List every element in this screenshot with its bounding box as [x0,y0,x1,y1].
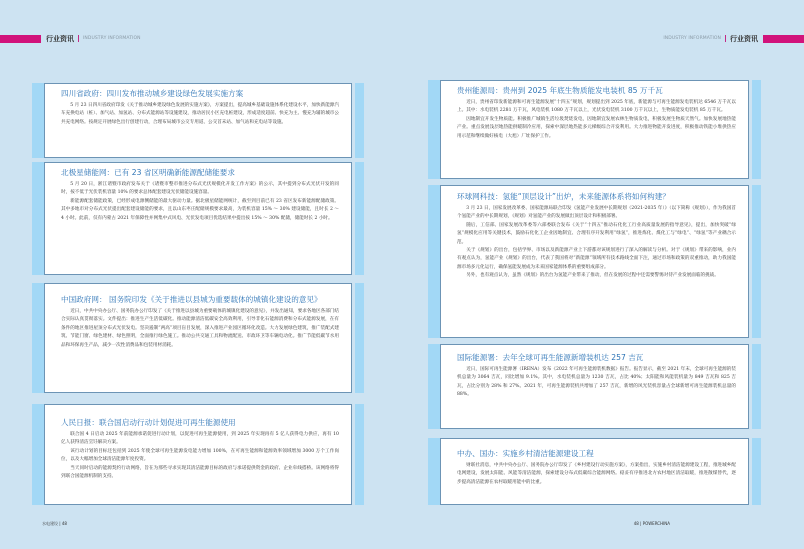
card-strip-left [428,185,440,338]
news-card-box [44,83,352,158]
page-header-right [659,34,804,43]
page-footer-right: 48 | POWERCHINA [633,521,670,526]
news-paragraph: 随后，工信部、国家发展改革委等六部委联合发布《关于“十四五”推动石化化工行业高质量发展的指导意见》，提出，加快突破“绿氢”规模化应用等关键技术，鼓励石化化工企业因地制宜、合理有序开发利用“绿氢”，推进炼化、煤化工与“绿电”、“绿氢”等产业耦合示范。 [457,222,736,245]
news-card [32,162,364,275]
news-card-box [440,185,749,338]
news-card-box [44,404,352,505]
news-paragraph: 因地制宜开发生物质能。积极推广城镇生活垃圾焚烧发电，因地制宜发展农林生物质发电，积极发展生物质天然气。加快发展地热能产业。重点发展浅层地热能供暖制冷应用，探索中深层地热能多元梯级综合开发利用。大力推进物能开发进度，积极推动铁能小堆供热应用示范和继续做好核电（大旭）厂址保护工作。 [457,116,736,139]
news-card-box [440,438,749,505]
news-paragraph: 新能源配套储能政策，已经形成电源侧储能的最大驱动力量。据北极星储能网统计，截至到目前已有 23 省区发布新能源配储政策。其中多地市对分布式光伏提出配套建设储能的要求，且以山东枣庄配储规模要求最高，为装机容量 15% ～ 30% 建设储能，且时长 2 ～ 4 小时。此前，仅有内蒙古 2021 年保障性并网集中式风电、光伏发电项目优选结果中提出按 15% ～ 30% 配储，储能时长 2 小时。 [61,198,339,221]
card-strip-left [32,404,44,505]
news-paragraph: 近日，贵州省印发新能源和可再生能源发展“十四五”规划，规划提出到 2025 年底，新能源与可再生能源发电装机达 6546 万千瓦以上。其中：水电装机 2281 万千瓦，风电装机 1080 万千瓦以上，光伏发电装机 3100 万千瓦以上，生物质能发电装机 85 万千瓦。 [457,100,736,114]
card-strip-left [32,283,44,393]
card-strip-left [32,162,44,275]
card-strip-right [752,185,761,338]
card-strip-left [428,344,440,429]
news-paragraph: 当天同时启动的能源契约行动网络，旨在为那些寻求实现其清洁能源目标的政府与承诺提供资金的政府、企业牵线搭桥。该网络将得到联合国能源机制的支持。 [61,465,339,480]
news-card [32,83,364,158]
section-title-cn: 行业资讯 [730,34,758,43]
news-card-box [440,80,749,179]
card-strip-left [32,83,44,158]
card-strip-right [355,283,364,393]
news-paragraph: 5 月 23 日四川省政府印发《关于推动城乡建设绿色发展的实施方案》，方案提出，提高城乡基础设施体系化建设水平，加快新能源汽车充换电站（桩）、加气站、加氢站、分布式能源站等设施建设，推动居民小区充电桩建设，形成适度超前、快充为主、慢充为辅的城市公共充电网络。按规定开展绿色出行创建行动，合理布局城市公交专用道、公交首末站、加气站和充电站等设施。 [61,103,339,125]
page-header-left [0,34,145,43]
news-title: 四川省政府：四川发布推动城乡建设绿色发展实施方案 [61,89,244,98]
card-strip-right [355,162,364,275]
news-paragraph: 3 月 23 日，国家发展改革委、国家能源局联合印发《氢能产业发展中长期规划（2021-2035 年）》（以下简称《规划》），作为我国首个氢能产业的中长期规划，《规划》对氢能产业的发展做出顶层设计和积极部署。 [457,206,736,220]
news-card [32,404,364,505]
news-card [428,344,761,429]
news-card [428,185,761,338]
header-accent-bar [0,35,41,43]
news-card-box [44,283,352,393]
card-strip-right [752,344,761,429]
news-card [428,80,761,179]
card-strip-right [355,404,364,505]
section-title-en: INDUSTRY INFORMATION [663,36,721,41]
news-paragraph: 关于《规划》的出台，包括学界、市场以及新能源产业上下游都对该规划进行了深入的解读与分析。对于《规划》带来的影响，业内有观点认为，氢能产业《规划》的出台，代表了我国将对“新能源”领域所有技术路线全面下注，通过市场和政策的双重推动，助力我国能源市场多元化运行，确保氢能发展成为未来国家能源体系的重要组成部分。 [457,248,736,270]
news-paragraph: 近日，国际可再生能源署（IRENA）发布《2022 年可再生能源装机数据》报告。报告显示，截至 2021 年末，全球可再生能源的装机总量为 3064 吉瓦，同比增加 9.1%。其中，水电装机总量为 1230 吉瓦，占比 40%；太阳能和风能装机量为 849 吉瓦和 825 吉瓦，占比分别为 28% 和 27%。2021 年，可再生能源装机共增加了 257 吉瓦，新增的风光装机容量占全球新增可再生能源装机总量的 88%。 [457,367,736,398]
header-divider [725,35,726,42]
news-paragraph: 5 月 20 日，浙江诸暨市政府发布关于《诸暨市整市推进分布式光伏规模化开发工作方案》的公示，其中提到分布式光伏开发的同时，按不低于光伏装机容量 10% 的要求总体配套建设光伏储能设施容量。 [61,182,339,196]
card-strip-right [752,438,761,505]
card-strip-left [428,438,440,505]
news-title: 贵州能源局：贵州到 2025 年底生物质能发电装机 85 万千瓦 [457,86,663,95]
news-paragraph: 近日，中共中央办公厅、国务院办公厅印发了《关于推进以县城为重要载体的城镇化建设的意见》，并发出通知，要求各地区各部门结合实际认真贯彻落实。文件提出：推进生产生活低碳化。推动能源清洁低碳安全高效利用，引导非化石能源消费和分布式能源发展，在有条件的地区推进屋顶分布式光伏发电。坚决遏制“两高”项目盲目发展，深入推进产业园区循环化改造。大力发展绿色建筑，推广装配式建筑、节能门窗、绿色建材、绿色照明，全面推行绿色施工。推动公共交通工具和物流配送、市政环卫等车辆电动化。推广节能低碳节水用品和环保再生产品，减少一次性消费品和包装用材消耗。 [61,309,339,348]
section-title-cn: 行业资讯 [46,34,74,43]
card-strip-right [355,83,364,158]
news-title: 北极星储能网：已有 23 省区明确新能源配储能要求 [61,168,235,177]
news-paragraph: 财联社消息，中共中央办公厅、国务院办公厅印发了《乡村建设行动实施方案》，方案指出，实施乡村清洁能源建设工程，推进城乡配电网建设，发展太阳能、风能等清洁能源，探索建设分布式低碳综合能源网络。稳妥有序推进北方农村地区清洁取暖，推进散煤替代，逐步提高清洁能源在农村取暖用能中的比重。 [457,463,736,485]
news-title: 中国政府网： 国务院印发《关于推进以县城为重要载体的城镇化建设的意见》 [61,295,322,304]
news-paragraph: 另外，也有观点认为，虽然《规划》的出台为氢能产业带来了推动，但在发展的过程中还需要警惕对待产业发展面临的挑战。 [466,273,719,279]
page-footer-left: 水电建设 | 48 [42,521,67,526]
card-strip-left [428,80,440,179]
header-divider [78,35,79,42]
news-card-box [44,162,352,275]
news-title: 人民日报：联合国启动行动计划促进可再生能源使用 [61,418,236,427]
news-card [428,438,761,505]
news-paragraph: 该行动计划的目标还包括到 2025 年使全球可再生能源发电能力增加 100%，在可再生能源和能源效率领域增加 3000 万个工作岗位，以及大幅增加全球清洁能源年度投资。 [61,448,339,463]
news-title: 国际能源署：去年全球可再生能源新增装机达 257 吉瓦 [457,353,644,362]
news-card-box [440,344,749,429]
news-title: 环球网科技：氢能“顶层设计”出炉，未来能源体系将如何构建？ [457,192,670,201]
news-paragraph: 联合国 4 日启动 2025 年前能源承诺促进行动计划，以促进可再生能源使用，到 2025 年实现再有 5 亿人获得电力供应，再有 10 亿人获得清洁烹饪解决方案。 [61,432,339,446]
card-strip-right [752,80,761,179]
header-accent-bar [763,35,804,43]
section-title-en: INDUSTRY INFORMATION [83,36,141,41]
news-card [32,283,364,393]
news-title: 中办、国办：实施乡村清洁能源建设工程 [457,449,594,458]
